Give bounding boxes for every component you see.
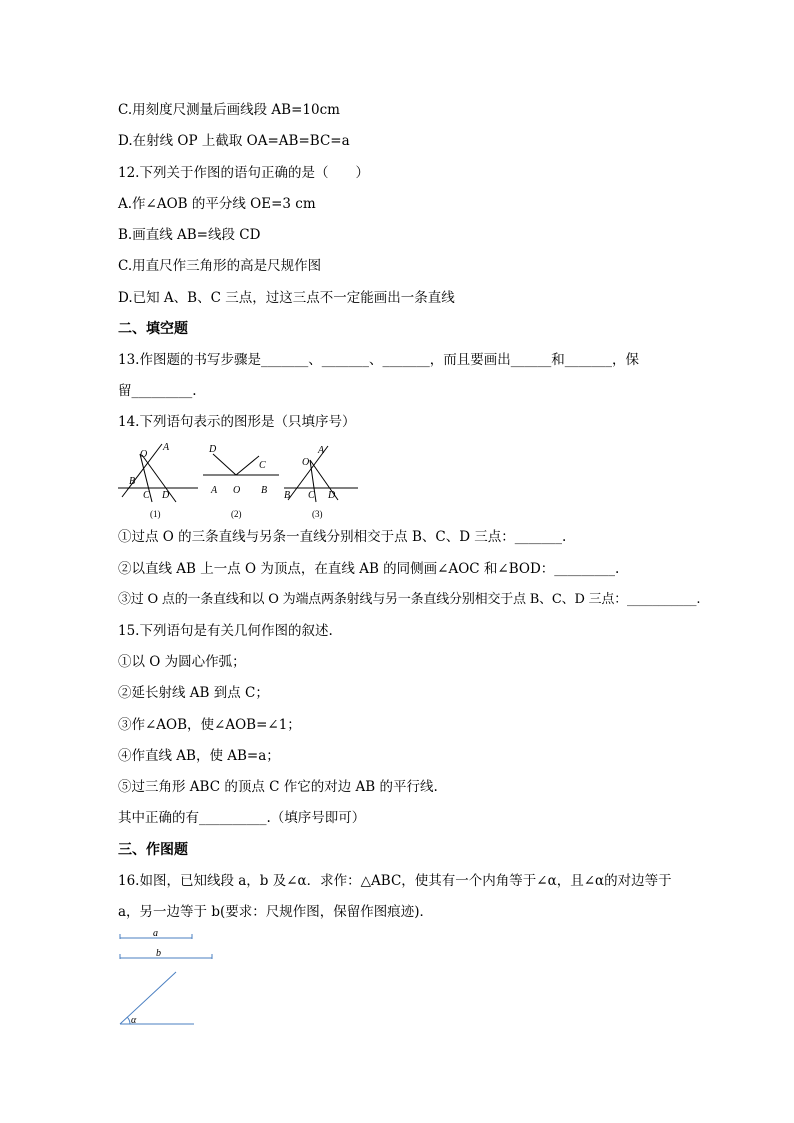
fig2-label-o: O <box>233 485 241 496</box>
q12-question: 12.下列关于作图的语句正确的是（ ） <box>118 165 369 181</box>
fig1-label-a: A <box>163 442 170 453</box>
fig3-label-o: O <box>302 457 310 468</box>
q11-option-c: C.用刻度尺测量后画线段 AB=10cm <box>118 102 340 118</box>
fig3-label-d: D <box>328 490 336 501</box>
q15-answer-line: 其中正确的有__________.（填序号即可） <box>118 810 366 826</box>
fig2-ray-oc <box>236 456 259 475</box>
fig1-label-b: B <box>129 476 136 487</box>
q14-item-2: ②以直线 AB 上一点 O 为顶点，在直线 AB 的同侧画∠AOC 和∠BOD：_________. <box>118 561 620 577</box>
q11-option-d: D.在射线 OP 上截取 OA=AB=BC=a <box>118 133 350 149</box>
q13-line-2: 留_________. <box>118 383 197 399</box>
q12-option-d: D.已知 A、B、C 三点，过这三点不一定能画出一条直线 <box>118 290 455 306</box>
fig1-label-c: C <box>143 490 150 501</box>
segment-b-label: b <box>156 948 161 959</box>
segment-a-label: a <box>153 928 158 939</box>
q16-line-2: a，另一边等于 b(要求：尺规作图，保留作图痕迹)． <box>118 904 434 920</box>
q12-option-b: B.画直线 AB=线段 CD <box>118 227 261 243</box>
fig1-label-d: D <box>162 490 170 501</box>
q15-item-4: ④作直线 AB，使 AB=a； <box>118 748 280 764</box>
q12-option-a: A.作∠AOB 的平分线 OE=3 cm <box>118 196 316 212</box>
q12-option-c: C.用直尺作三角形的高是尺规作图 <box>118 258 322 274</box>
q15-item-2: ②延长射线 AB 到点 C； <box>118 685 269 701</box>
fig2-ray-od <box>213 454 236 475</box>
q16-line-1: 16.如图，已知线段 a，b 及∠α．求作：△ABC，使其有一个内角等于∠α，且∠α的对边等于 <box>118 873 672 889</box>
q15-item-5: ⑤过三角形 ABC 的顶点 C 作它的对边 AB 的平行线. <box>118 779 438 795</box>
q13-line-1: 13.作图题的书写步骤是_______、_______、_______，而且要画出______和_______，保 <box>118 352 639 368</box>
fig2-caption: (2) <box>231 509 242 519</box>
q14-question: 14.下列语句表示的图形是（只填序号） <box>118 414 356 430</box>
fig3-caption: (3) <box>312 509 323 519</box>
q15-question: 15.下列语句是有关几何作图的叙述. <box>118 623 333 639</box>
fig2-label-b: B <box>261 485 268 496</box>
figure-3 <box>282 440 362 524</box>
fig2-label-c: C <box>259 460 266 471</box>
fig2-label-d: D <box>209 444 217 455</box>
section-construction-heading: 三、作图题 <box>118 842 188 858</box>
q14-item-3: ③过 O 点的一条直线和以 O 为端点两条射线与另一条直线分别相交于点 B、C、D 三点：___________. <box>118 592 701 607</box>
q15-item-3: ③作∠AOB，使∠AOB=∠1； <box>118 717 301 733</box>
fig3-label-b: B <box>284 490 291 501</box>
fig3-label-a: A <box>318 445 325 456</box>
q14-item-1: ①过点 O 的三条直线与另条一直线分别相交于点 B、C、D 三点：_______. <box>118 529 567 545</box>
angle-alpha-label: α <box>131 1015 137 1026</box>
fig1-caption: (1) <box>150 509 161 519</box>
fig1-label-o: O <box>140 449 148 460</box>
angle-alpha-arm <box>120 972 176 1024</box>
fig2-label-a: A <box>211 485 218 496</box>
figure-2 <box>203 440 283 524</box>
q15-item-1: ①以 O 为圆心作弧； <box>118 654 246 670</box>
fig3-label-c: C <box>308 490 315 501</box>
figure-1 <box>118 440 200 524</box>
figure-16 <box>118 926 218 1034</box>
section-fill-blank-heading: 二、填空题 <box>118 321 188 337</box>
